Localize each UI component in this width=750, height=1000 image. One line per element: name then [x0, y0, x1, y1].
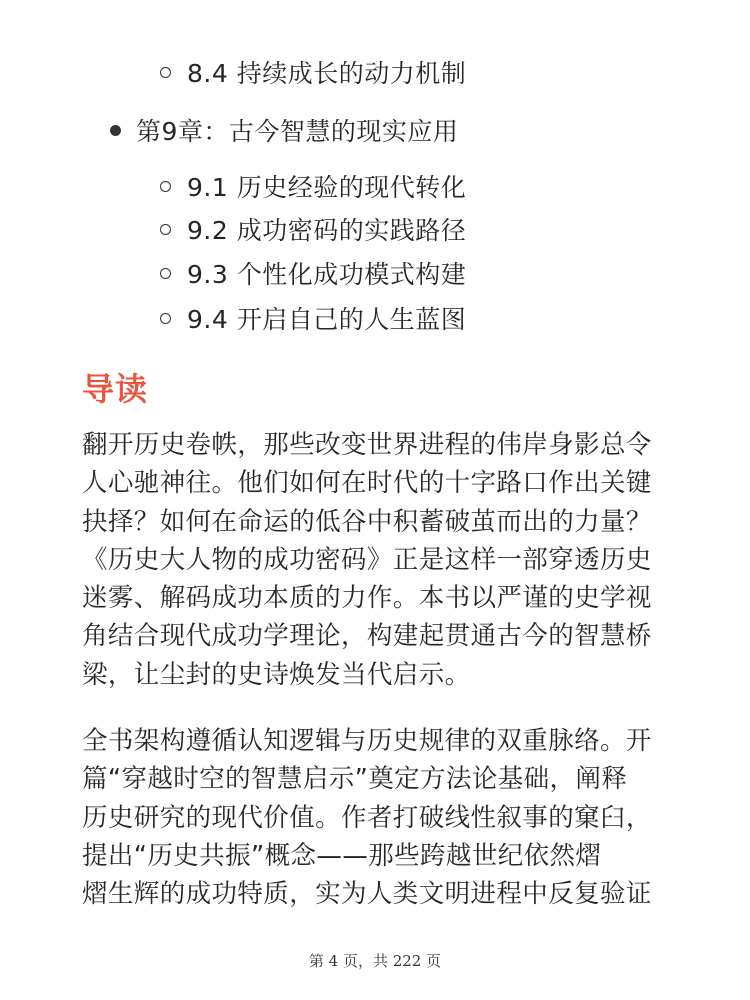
filled-bullet-icon — [110, 125, 121, 136]
paragraph-line: 抉择？如何在命运的低谷中积蓄破茧而出的力量？ — [82, 506, 652, 537]
intro-paragraph-1 — [82, 426, 682, 694]
paragraph-line: 人心驰神往。他们如何在时代的十字路口作出关键 — [82, 468, 652, 499]
page-number-footer: 第 4 页，共 222 页 — [308, 952, 442, 970]
paragraph-line: 全书架构遵循认知逻辑与历史规律的双重脉络。开 — [82, 726, 652, 756]
toc-subsection-9-2[interactable] — [160, 209, 466, 249]
toc-subsection-9-1[interactable] — [160, 166, 466, 206]
toc-subsection-8-4[interactable] — [160, 52, 466, 92]
hollow-bullet-icon — [160, 313, 171, 324]
paragraph-line: 篇“穿越时空的智慧启示”奠定方法论基础，阐释 — [82, 764, 628, 795]
toc-item-label: 第9章：古今智慧的现实应用 — [136, 117, 459, 146]
hollow-bullet-icon — [160, 181, 171, 192]
toc-item-label: 9.3 个性化成功模式构建 — [187, 260, 467, 289]
toc-item-label: 9.4 开启自己的人生蓝图 — [187, 305, 467, 334]
toc-subsection-9-3[interactable] — [160, 253, 466, 293]
toc-item-label: 8.4 持续成长的动力机制 — [187, 59, 467, 88]
paragraph-line: 角结合现代成功学理论，构建起贯通古今的智慧桥 — [82, 621, 652, 652]
paragraph-line: 迷雾、解码成功本质的力作。本书以严谨的史学视 — [82, 583, 652, 614]
paragraph-line: 《历史大人物的成功密码》正是这样一部穿透历史 — [82, 544, 652, 575]
intro-paragraph-2 — [82, 722, 682, 913]
hollow-bullet-icon — [160, 268, 171, 279]
paragraph-line: 历史研究的现代价值。作者打破线性叙事的窠臼， — [82, 802, 652, 833]
toc-subsection-9-4[interactable] — [160, 298, 466, 338]
hollow-bullet-icon — [160, 224, 171, 235]
toc-item-label: 9.2 成功密码的实践路径 — [187, 216, 467, 245]
toc-item-label: 9.1 历史经验的现代转化 — [187, 173, 467, 202]
paragraph-line: 梁，让尘封的史诗焕发当代启示。 — [82, 659, 471, 690]
section-heading: 导读 — [82, 370, 149, 408]
paragraph-line: 熠生辉的成功特质，实为人类文明进程中反复验证 — [82, 879, 652, 910]
hollow-bullet-icon — [160, 67, 171, 78]
paragraph-line: 翻开历史卷帙，那些改变世界进程的伟岸身影总令 — [82, 430, 652, 460]
paragraph-line: 提出“历史共振”概念——那些跨越世纪依然熠 — [82, 840, 602, 871]
toc-chapter-9[interactable] — [110, 110, 458, 150]
